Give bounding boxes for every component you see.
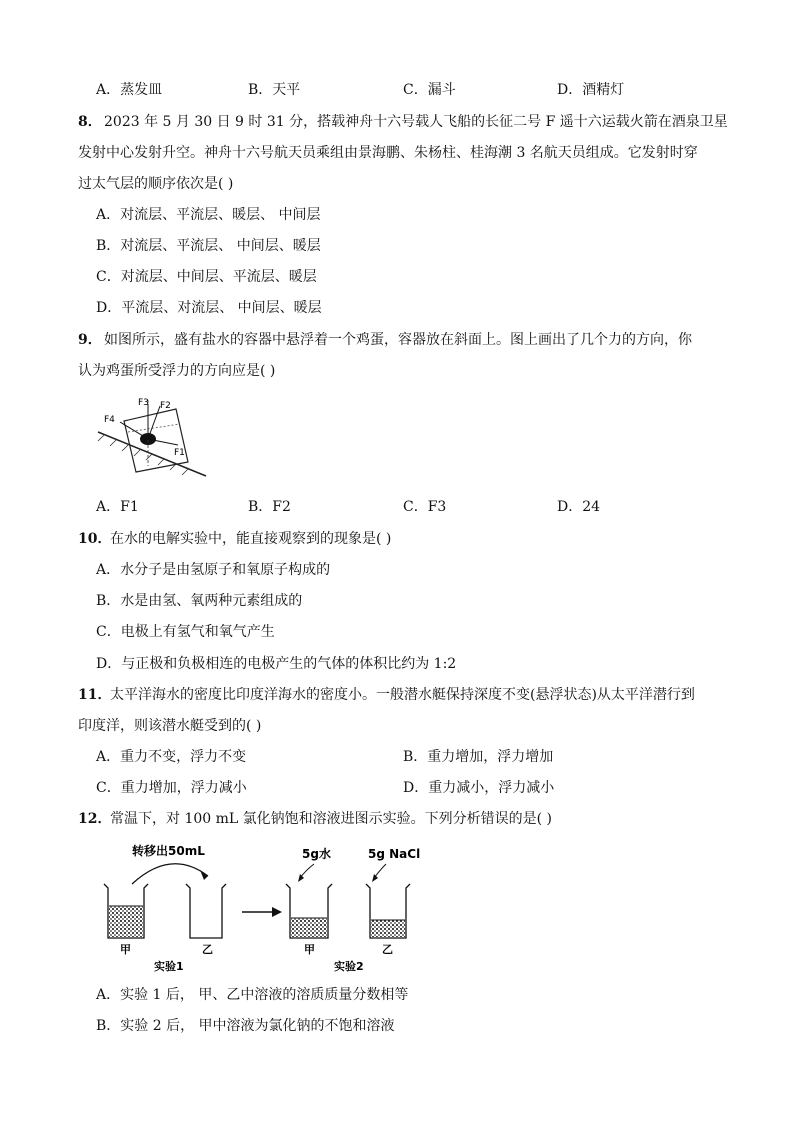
q9-number: 9．: [78, 332, 102, 348]
q11-option-b: B．重力增加，浮力增加: [403, 749, 554, 765]
q7-option-b: B．天平: [248, 82, 301, 98]
q11-option-a: A．重力不变，浮力不变: [96, 749, 247, 765]
q9-option-d: D．24: [557, 499, 601, 515]
q11-option-d: D．重力减小，浮力减小: [403, 780, 555, 796]
q10-option-a: A．水分子是由氢原子和氧原子构成的: [96, 562, 331, 578]
label-jia-1: 甲: [120, 943, 131, 956]
label-f4: F4: [104, 415, 115, 425]
q8-option-a: A．对流层、平流层、暖层、 中间层: [96, 207, 321, 223]
label-exp1: 实验1: [154, 960, 184, 973]
label-yi-2: 乙: [382, 943, 393, 956]
q12-option-a: A．实验 1 后， 甲、乙中溶液的溶质质量分数相等: [96, 987, 409, 1003]
q8-option-c: C．对流层、中间层、平流层、暖层: [96, 269, 317, 285]
label-jia-2: 甲: [304, 943, 315, 956]
label-f2: F2: [160, 401, 171, 411]
beaker-yi-1: [186, 884, 226, 938]
q10-option-b: B．水是由氢、氧两种元素组成的: [96, 593, 303, 609]
q9-option-b: B．F2: [248, 499, 291, 515]
q12-option-b: B．实验 2 后， 甲中溶液为氯化钠的不饱和溶液: [96, 1018, 395, 1034]
q11-number: 11．: [78, 687, 112, 703]
q8-option-b: B．对流层、平流层、 中间层、暖层: [96, 238, 321, 254]
label-f1: F1: [174, 448, 185, 458]
q11-option-c: C．重力增加，浮力减小: [96, 780, 247, 796]
label-exp2: 实验2: [334, 960, 364, 973]
q8-stem-line-2: 发射中心发射升空。神舟十六号航天员乘组由景海鹏、朱杨柱、桂海潮 3 名航天员组成。它发射时穿: [78, 145, 698, 161]
beaker-jia-2: [286, 884, 332, 938]
q11-stem-line-2: 印度洋，则该潜水艇受到的( ): [78, 718, 262, 734]
q8-stem-line-1: 2023 年 5 月 30 日 9 时 31 分，搭载神舟十六号载人飞船的长征二号 F 遥十六运载火箭在酒泉卫星: [104, 114, 728, 130]
q9-stem-line-1: 如图所示，盛有盐水的容器中悬浮着一个鸡蛋，容器放在斜面上。图上画出了几个力的方向，你: [104, 332, 692, 348]
q8-option-d: D．平流层、对流层、 中间层、暖层: [96, 300, 322, 316]
q9-option-a: A．F1: [96, 499, 139, 515]
q7-option-a: A．蒸发皿: [96, 82, 163, 98]
q10-number: 10．: [78, 531, 112, 547]
q9-figure-incline: [94, 392, 214, 482]
q12-stem: 常温下，对 100 mL 氯化钠饱和溶液进图示实验。下列分析错误的是( ): [110, 811, 553, 827]
q11-stem-line-1: 太平洋海水的密度比印度洋海水的密度小。一般潜水艇保持深度不变(悬浮状态)从太平洋潜行到: [110, 687, 695, 703]
q8-number: 8．: [78, 114, 102, 130]
q10-option-d: D．与正极和负极相连的电极产生的气体的体积比约为 1:2: [96, 656, 457, 672]
label-yi-1: 乙: [202, 943, 213, 956]
label-water: 5g水: [302, 847, 331, 861]
q9-option-c: C．F3: [403, 499, 447, 515]
label-f3: F3: [138, 398, 149, 408]
q10-stem: 在水的电解实验中，能直接观察到的现象是( ): [110, 531, 392, 547]
q7-option-d: D．酒精灯: [557, 82, 625, 98]
q12-number: 12．: [78, 811, 112, 827]
beaker-yi-2: [366, 884, 410, 938]
q7-option-c: C．漏斗: [403, 82, 456, 98]
label-transfer: 转移出50mL: [132, 844, 205, 858]
q10-option-c: C．电极上有氢气和氧气产生: [96, 624, 275, 640]
q8-stem-line-3: 过太气层的顺序依次是( ): [78, 176, 234, 192]
q12-figure-beakers: [96, 840, 436, 975]
q9-stem-line-2: 认为鸡蛋所受浮力的方向应是( ): [78, 363, 276, 379]
label-nacl: 5g NaCl: [368, 847, 421, 861]
beaker-jia-1: [104, 884, 148, 938]
